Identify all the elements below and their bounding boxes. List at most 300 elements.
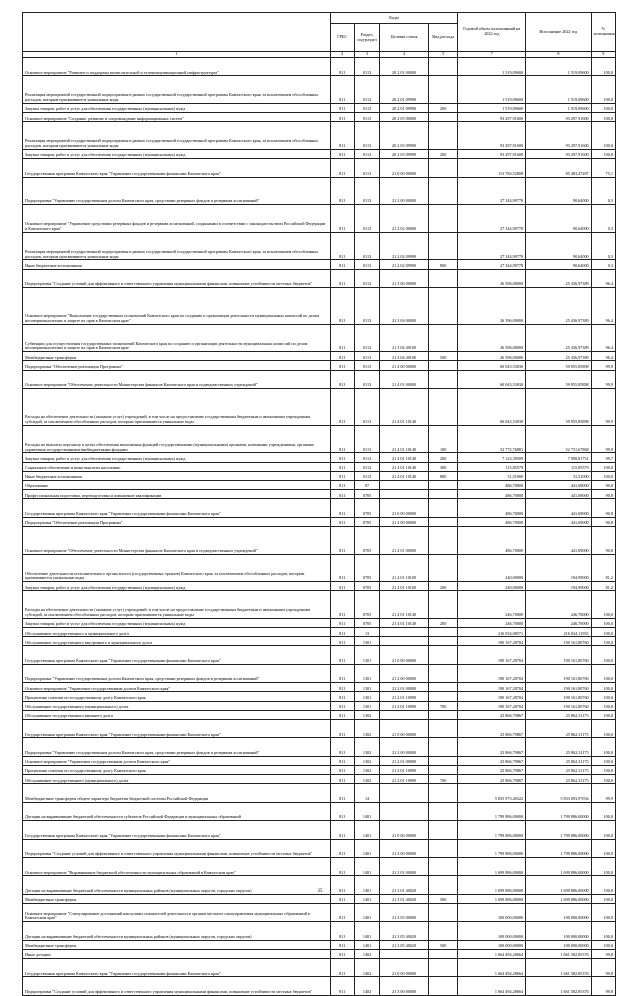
cell-rz: 0113 (354, 389, 379, 426)
cell-name: Основное мероприятие "Выравнивание бюджетной обеспеченности муниципальных образований в Камчатском крае" (23, 857, 331, 875)
cell-grbs: 811 (330, 784, 354, 802)
cell-fact: 190 161,80760 (526, 701, 592, 710)
table-row (23, 232, 616, 260)
table-row (23, 756, 616, 765)
cell-fact: 1 661 582,85376 (526, 949, 592, 958)
cell-vr (428, 177, 458, 205)
cell-name: Социальное обеспечение и иные выплаты населению (23, 462, 331, 471)
cell-pct: 90,8 (591, 481, 615, 490)
cell-rz: 0705 (354, 582, 379, 591)
cell-cs: 20 2 01 09990 (380, 76, 429, 104)
cell-cs: 20 2 01 00000 (380, 58, 429, 76)
cell-vr (428, 922, 458, 940)
table-row (23, 76, 616, 104)
cell-cs: 21 2 01 10090 (380, 692, 429, 701)
table-row (23, 425, 616, 453)
cell-pct: 99,8 (591, 949, 615, 958)
cell-rz: 0705 (354, 526, 379, 554)
cell-cs: 21 2 02 09990 (380, 260, 429, 269)
cell-fact: 1 699 886,00000 (526, 894, 592, 903)
cell-fact: 100 000,00000 (526, 903, 592, 921)
cell-fact: 25 436,97389 (526, 269, 592, 287)
cell-rz: 0705 (354, 618, 379, 627)
header-num: 8 (526, 52, 592, 58)
header-cs: Целевая статья (380, 24, 429, 52)
table-row (23, 481, 616, 490)
cell-vr (428, 720, 458, 738)
cell-grbs: 811 (330, 205, 354, 233)
cell-fact: 5 833 093,97034 (526, 784, 592, 802)
cell-plan: 60 043,53030 (458, 370, 526, 388)
cell-grbs: 811 (330, 903, 354, 921)
cell-pct: 99,9 (591, 389, 615, 426)
cell-grbs: 811 (330, 876, 354, 894)
cell-fact: 90,64000 (526, 177, 592, 205)
cell-plan: 190 167,28704 (458, 664, 526, 682)
table-row (23, 683, 616, 692)
cell-vr (428, 122, 458, 150)
table-row (23, 710, 616, 719)
cell-name: Подпрограмма "Обеспечение реализации Программы" (23, 517, 331, 526)
cell-vr: 700 (428, 701, 458, 710)
cell-name: Обслуживание государственного внешнего долга (23, 710, 331, 719)
cell-rz: 0113 (354, 471, 379, 480)
cell-rz: 0113 (354, 260, 379, 269)
cell-rz: 0113 (354, 122, 379, 150)
cell-grbs: 811 (330, 664, 354, 682)
cell-rz: 0705 (354, 499, 379, 517)
cell-vr (428, 58, 458, 76)
cell-vr: 200 (428, 453, 458, 462)
cell-cs: 21 3 05 00000 (380, 903, 429, 921)
cell-fact: 194,99000 (526, 554, 592, 582)
cell-fact: 190 161,80760 (526, 664, 592, 682)
cell-pct: 100,0 (591, 756, 615, 765)
cell-vr (428, 664, 458, 682)
cell-rz: 0113 (354, 177, 379, 205)
cell-vr (428, 756, 458, 765)
cell-cs: 21 3 05 40020 (380, 940, 429, 949)
cell-fact: 31,51000 (526, 471, 592, 480)
cell-grbs: 811 (330, 113, 354, 122)
cell-rz: 1401 (354, 940, 379, 949)
table-row (23, 471, 616, 480)
cell-grbs: 811 (330, 481, 354, 490)
cell-cs (380, 710, 429, 719)
cell-cs: 21 3 01 00000 (380, 857, 429, 875)
table-row (23, 103, 616, 112)
cell-grbs: 811 (330, 490, 354, 499)
cell-rz: 0113 (354, 453, 379, 462)
cell-plan: 486,70000 (458, 526, 526, 554)
cell-cs (380, 949, 429, 958)
cell-fact: 25 436,97389 (526, 287, 592, 324)
cell-rz: 0113 (354, 287, 379, 324)
cell-vr (428, 287, 458, 324)
table-row (23, 389, 616, 426)
cell-fact: 441,69000 (526, 490, 592, 499)
cell-rz: 1402 (354, 959, 379, 977)
cell-name: Закупка товаров, работ и услуг для обеспечения государственных (муниципальных) нужд (23, 149, 331, 158)
table-row (23, 591, 616, 619)
table-row (23, 646, 616, 664)
table-row (23, 58, 616, 76)
cell-rz: 1302 (354, 710, 379, 719)
cell-rz: 1301 (354, 664, 379, 682)
cell-cs: 21 4 01 10140 (380, 471, 429, 480)
cell-rz: 1302 (354, 738, 379, 756)
cell-rz: 0113 (354, 370, 379, 388)
cell-pct: 90,8 (591, 490, 615, 499)
cell-name: Расходы на обеспечение деятельности (оказание услуг) учреждений, в том числе на предоставление государственным бюджетным и автономным учреждениям субсидий, за исключением обособленных расходов, которым присваиваются уникальные коды (23, 591, 331, 619)
cell-pct: 99,8 (591, 977, 615, 995)
cell-name: Основное мероприятие "Выполнение государственных полномочий Камчатского края по созданию и организации деятельности муниципальных комиссий по делам несовершеннолетних и защите их прав в Камчатском крае" (23, 287, 331, 324)
table-row (23, 922, 616, 940)
cell-cs: 20 2 01 09990 (380, 103, 429, 112)
cell-grbs: 811 (330, 526, 354, 554)
cell-name: Дотации на выравнивание бюджетной обеспеченности субъектов Российской Федерации и муниципальных образований (23, 802, 331, 820)
cell-rz: 0705 (354, 554, 379, 582)
cell-cs: 21 4 01 10140 (380, 591, 429, 619)
cell-plan: 5 835 973,40322 (458, 784, 526, 802)
cell-cs: 21 4 01 10140 (380, 453, 429, 462)
cell-fact: 59 955,85898 (526, 389, 592, 426)
cell-rz: 0113 (354, 159, 379, 177)
cell-vr (428, 821, 458, 839)
table-row (23, 490, 616, 499)
cell-vr (428, 637, 458, 646)
cell-cs: 21 4 01 10140 (380, 425, 429, 453)
cell-rz: 0113 (354, 361, 379, 370)
cell-vr (428, 370, 458, 388)
cell-cs (380, 802, 429, 820)
table-row (23, 775, 616, 784)
cell-plan: 190 167,28704 (458, 692, 526, 701)
cell-pct: 99,8 (591, 959, 615, 977)
cell-pct: 100,0 (591, 802, 615, 820)
cell-rz: 1301 (354, 637, 379, 646)
cell-vr (428, 517, 458, 526)
cell-plan: 93 297,91600 (458, 113, 526, 122)
table-row (23, 462, 616, 471)
cell-fact: 90,64000 (526, 232, 592, 260)
table-row (23, 977, 616, 995)
table-row (23, 159, 616, 177)
cell-rz: 1301 (354, 646, 379, 664)
cell-vr (428, 389, 458, 426)
table-row (23, 582, 616, 591)
cell-cs: 21 3 00 00000 (380, 269, 429, 287)
cell-rz: 0113 (354, 103, 379, 112)
cell-grbs: 811 (330, 839, 354, 857)
cell-grbs: 811 (330, 462, 354, 471)
cell-name: Иные бюджетные ассигнования (23, 471, 331, 480)
cell-grbs: 811 (330, 802, 354, 820)
cell-fact: 190 161,80760 (526, 646, 592, 664)
cell-cs: 21 4 01 10100 (380, 554, 429, 582)
cell-rz: 1401 (354, 821, 379, 839)
cell-grbs: 811 (330, 453, 354, 462)
cell-pct: 100,0 (591, 637, 615, 646)
cell-grbs: 811 (330, 738, 354, 756)
cell-cs: 21 3 04 40100 (380, 352, 429, 361)
cell-name: Реализация мероприятий государственной подпрограммы в рамках государственной государственной программы Камчатского края, за исключением обособленных расходов, которым присваиваются уникальные коды (23, 122, 331, 150)
cell-vr (428, 738, 458, 756)
cell-fact: 1 699 886,00000 (526, 857, 592, 875)
header-num: 1 (23, 52, 331, 58)
cell-plan: 1 664 494,28664 (458, 959, 526, 977)
cell-vr (428, 628, 458, 637)
cell-name: Государственная программа Камчатского края "Управление государственными финансами Камчатского края" (23, 959, 331, 977)
cell-rz: 07 (354, 481, 379, 490)
cell-name: Подпрограмма "Обеспечение реализации Программы" (23, 361, 331, 370)
cell-fact: 194,99000 (526, 582, 592, 591)
cell-grbs: 811 (330, 58, 354, 76)
table-row (23, 664, 616, 682)
cell-grbs: 811 (330, 683, 354, 692)
cell-vr (428, 232, 458, 260)
cell-fact: 1 699 886,00000 (526, 876, 592, 894)
cell-vr: 200 (428, 103, 458, 112)
table-row (23, 517, 616, 526)
cell-pct: 0,3 (591, 260, 615, 269)
cell-plan: 1 664 494,28664 (458, 977, 526, 995)
cell-grbs: 811 (330, 554, 354, 582)
cell-pct: 100,0 (591, 720, 615, 738)
cell-rz: 0113 (354, 425, 379, 453)
cell-rz: 0113 (354, 269, 379, 287)
cell-fact: 93 297,91600 (526, 122, 592, 150)
cell-vr (428, 977, 458, 995)
cell-fact: 25 862,31175 (526, 720, 592, 738)
cell-grbs: 811 (330, 287, 354, 324)
cell-grbs: 811 (330, 232, 354, 260)
cell-pct: 100,0 (591, 903, 615, 921)
cell-plan: 93 297,91600 (458, 122, 526, 150)
cell-rz: 0113 (354, 149, 379, 158)
cell-fact: 190 161,80760 (526, 683, 592, 692)
cell-name: Основное мероприятие "Управление средствами резервных фондов и резервами ассигнований, созданными в соответствии с законодательством Российской Федерации и Камчатского края" (23, 205, 331, 233)
cell-pct: 100,0 (591, 922, 615, 940)
cell-fact: 1 519,09600 (526, 103, 592, 112)
cell-name: Иные дотации (23, 949, 331, 958)
cell-rz: 1302 (354, 775, 379, 784)
table-row (23, 894, 616, 903)
cell-pct: 81,2 (591, 554, 615, 582)
table-row (23, 324, 616, 352)
cell-cs: 21 0 00 00000 (380, 499, 429, 517)
cell-plan: 26 396,00000 (458, 269, 526, 287)
cell-grbs: 811 (330, 894, 354, 903)
cell-grbs: 811 (330, 103, 354, 112)
cell-vr (428, 499, 458, 517)
cell-fact: 190 161,80760 (526, 692, 592, 701)
cell-cs: 21 2 00 00000 (380, 177, 429, 205)
cell-pct: 100,0 (591, 821, 615, 839)
cell-fact: 100 000,00000 (526, 940, 592, 949)
cell-vr (428, 554, 458, 582)
cell-cs: 21 0 00 00000 (380, 720, 429, 738)
cell-name: Дотации на выравнивание бюджетной обеспеченности муниципальных районов (муниципальных округов, городских округов) (23, 876, 331, 894)
cell-rz: 0113 (354, 462, 379, 471)
cell-rz: 1401 (354, 802, 379, 820)
cell-name: Обеспечение деятельности исполнительного органа власти (государственных органов) Камчатского края, за исключением обособленных расходов, которым присваиваются уникальные коды (23, 554, 331, 582)
table-row (23, 370, 616, 388)
table-row (23, 720, 616, 738)
cell-pct: 100,0 (591, 591, 615, 619)
table-row (23, 260, 616, 269)
cell-plan: 486,70000 (458, 490, 526, 499)
cell-vr (428, 646, 458, 664)
cell-grbs: 811 (330, 977, 354, 995)
cell-fact: 25 862,31175 (526, 765, 592, 774)
cell-name: Иные бюджетные ассигнования (23, 260, 331, 269)
cell-plan: 100 000,00000 (458, 940, 526, 949)
cell-cs: 21 2 01 10090 (380, 701, 429, 710)
cell-plan: 27 344,99778 (458, 205, 526, 233)
cell-grbs: 811 (330, 517, 354, 526)
cell-name: Субвенции для осуществления государственных полномочий Камчатского края по созданию и организации деятельности муниципальных комиссий по делам несовершеннолетних и защите их прав в Камчатском крае (23, 324, 331, 352)
cell-rz: 1402 (354, 949, 379, 958)
cell-rz: 0705 (354, 517, 379, 526)
cell-grbs: 811 (330, 692, 354, 701)
cell-pct: 96,4 (591, 324, 615, 352)
cell-grbs: 811 (330, 122, 354, 150)
cell-grbs: 811 (330, 591, 354, 619)
cell-rz: 1302 (354, 756, 379, 765)
table-row (23, 269, 616, 287)
cell-cs (380, 628, 429, 637)
table-row (23, 701, 616, 710)
cell-pct: 100,0 (591, 710, 615, 719)
cell-grbs: 811 (330, 324, 354, 352)
cell-vr (428, 949, 458, 958)
cell-fact: 1 519,09600 (526, 76, 592, 104)
cell-name: Подпрограмма "Создание условий для эффективного и ответственного управления муниципальными финансами, повышение устойчивости местных бюджетов" (23, 269, 331, 287)
cell-plan: 115,85579 (458, 462, 526, 471)
cell-vr: 200 (428, 582, 458, 591)
cell-plan: 1 519,09600 (458, 103, 526, 112)
cell-cs: 20 2 05 09990 (380, 122, 429, 150)
cell-rz: 1302 (354, 765, 379, 774)
cell-pct: 81,2 (591, 582, 615, 591)
cell-pct: 99,9 (591, 361, 615, 370)
cell-pct: 100,0 (591, 628, 615, 637)
cell-vr (428, 526, 458, 554)
cell-pct: 96,4 (591, 269, 615, 287)
cell-fact: 25 862,31175 (526, 710, 592, 719)
cell-name: Закупка товаров, работ и услуг для обеспечения государственных (муниципальных) нужд (23, 618, 331, 627)
cell-rz: 0113 (354, 324, 379, 352)
cell-fact: 1 519,09600 (526, 58, 592, 76)
cell-grbs: 811 (330, 949, 354, 958)
cell-fact: 59 955,85898 (526, 370, 592, 388)
cell-pct: 90,8 (591, 499, 615, 517)
cell-rz: 0113 (354, 352, 379, 361)
cell-fact: 59 955,85898 (526, 361, 592, 370)
cell-pct: 100,0 (591, 894, 615, 903)
cell-name: Основное мероприятие "Управление государственным долгом Камчатского края" (23, 683, 331, 692)
cell-plan: 27 344,99778 (458, 177, 526, 205)
cell-fact: 1 799 886,00000 (526, 839, 592, 857)
table-row (23, 802, 616, 820)
cell-vr (428, 959, 458, 977)
cell-grbs: 811 (330, 269, 354, 287)
cell-rz: 1401 (354, 903, 379, 921)
cell-plan: 486,70000 (458, 499, 526, 517)
cell-rz: 1402 (354, 977, 379, 995)
cell-rz: 0113 (354, 232, 379, 260)
cell-pct: 100,0 (591, 876, 615, 894)
cell-grbs: 811 (330, 177, 354, 205)
cell-plan: 486,70000 (458, 481, 526, 490)
cell-cs: 21 2 01 00000 (380, 683, 429, 692)
cell-cs: 21 4 01 00000 (380, 526, 429, 554)
cell-vr (428, 710, 458, 719)
cell-fact: 441,69000 (526, 481, 592, 490)
cell-name: Процентные платежи по государственному долгу Камчатского края (23, 765, 331, 774)
cell-rz: 1301 (354, 692, 379, 701)
cell-grbs: 811 (330, 701, 354, 710)
cell-name: Процентные платежи по государственному долгу Камчатского края (23, 692, 331, 701)
cell-name: Межбюджетные трансферты (23, 894, 331, 903)
cell-rz: 0705 (354, 490, 379, 499)
cell-grbs: 811 (330, 710, 354, 719)
cell-pct: 100,0 (591, 857, 615, 875)
cell-plan: 26 396,00000 (458, 287, 526, 324)
cell-name: Государственная программа Камчатского края "Управление государственными финансами Камчатского края" (23, 499, 331, 517)
cell-plan: 240,00000 (458, 582, 526, 591)
cell-name: Основное мероприятие "Управление государственным долгом Камчатского края" (23, 756, 331, 765)
cell-pct: 100,0 (591, 738, 615, 756)
cell-rz: 1302 (354, 720, 379, 738)
cell-plan: 31,51000 (458, 471, 526, 480)
table-row (23, 637, 616, 646)
cell-plan: 25 866,79867 (458, 775, 526, 784)
cell-cs: 21 4 01 00000 (380, 370, 429, 388)
cell-grbs: 811 (330, 352, 354, 361)
cell-vr: 200 (428, 149, 458, 158)
cell-grbs: 811 (330, 499, 354, 517)
cell-name: Расходы на обеспечение деятельности (оказание услуг) учреждений, в том числе на предоставление государственным бюджетным и автономным учреждениям субсидий, за исключением обособленных расходов, которым присваиваются уникальные коды (23, 389, 331, 426)
cell-plan: 25 866,79867 (458, 738, 526, 756)
cell-grbs: 811 (330, 159, 354, 177)
cell-name: Закупка товаров, работ и услуг для обеспечения государственных (муниципальных) нужд (23, 582, 331, 591)
cell-vr (428, 76, 458, 104)
cell-rz: 13 (354, 628, 379, 637)
cell-plan: 100 000,00000 (458, 903, 526, 921)
cell-plan: 27 344,99778 (458, 260, 526, 269)
table-row (23, 113, 616, 122)
cell-vr (428, 784, 458, 802)
cell-grbs: 811 (330, 370, 354, 388)
cell-pct: 90,8 (591, 526, 615, 554)
table-row (23, 177, 616, 205)
page-number: 35 (317, 889, 323, 894)
table-row (23, 453, 616, 462)
cell-vr: 500 (428, 352, 458, 361)
cell-plan: 1 799 886,00000 (458, 802, 526, 820)
cell-vr (428, 765, 458, 774)
cell-vr (428, 857, 458, 875)
cell-vr (428, 490, 458, 499)
cell-pct: 100,0 (591, 58, 615, 76)
cell-cs: 21 2 02 09990 (380, 232, 429, 260)
cell-vr (428, 683, 458, 692)
table-row (23, 287, 616, 324)
cell-plan: 100 000,00000 (458, 922, 526, 940)
cell-rz: 1401 (354, 922, 379, 940)
